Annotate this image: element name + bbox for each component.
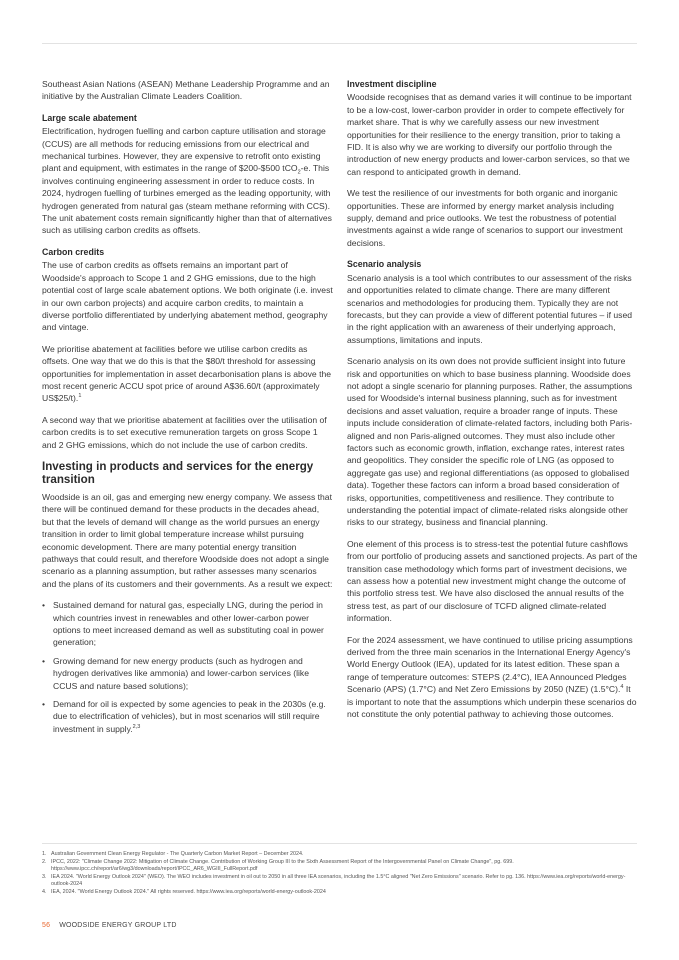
footnote-ref: 2,3: [132, 724, 141, 731]
footnote-divider: [42, 843, 637, 844]
left-column: [42, 78, 333, 741]
investing-section-heading: Investing in products and services for the energy transition: [42, 459, 314, 487]
right-column: [347, 78, 638, 730]
footnote-ref: 4: [620, 684, 624, 691]
expectations-list: [42, 599, 333, 735]
scenario-analysis-paragraph: Scenario analysis is a tool which contributes to our assessment of the risks and opportunities related to climate change. There are many different scenarios and methodologies for producing them. Typically they are not forecasts, but they can provide a view of different potential futures – if used in the right application with an awareness of their underlying approach, assumptions, limitations and inputs.: [347, 272, 633, 345]
scenario-own-paragraph: Scenario analysis on its own does not provide sufficient insight into future risk and opportunities on which to base business planning. Woodside does not adopt a single scenario for planning purposes. Rather, the assumptions used for Woodside's internal business planning, such as for investment decisions and asset valuation, require a broader range of inputs. These inputs include consideration of climate-related factors, including both Paris-aligned and non Paris-aligned outcomes. They must also include other factors such as economic growth, inflation, exchange rates, interest rates and geopolitics. They consider the specific role of LNG (as opposed to aggregate gas use) and regional differentiations (as opposed to globalised data). Together these factors can inform a broad based consideration of risks, opportunities, competitiveness and resilience. They contribute to understanding the potential impact of climate-related risks alongside other risks to our strategy, business and financial planning.: [347, 356, 633, 528]
large-scale-abatement-heading: Large scale abatement: [42, 112, 137, 123]
investment-discipline-heading: Investment discipline: [347, 79, 437, 89]
footnotes: [42, 851, 638, 897]
carbon-credits-heading: Carbon credits: [42, 246, 105, 257]
footnote: 1. Australian Government Clean Energy Regulator - The Quarterly Carbon Market Report – December 2024.: [42, 851, 304, 857]
stress-test-paragraph: One element of this process is to stress-test the potential future cashflows from our portfolio of producing assets and sanctioned projects. As part of the transition case methodology which forms part of investment decisions, we can assess how a potential new investment might change the outcome of this portfolio stress test. We have also disclosed the annual results of the stress test, as part of our disclosure of TCFD aligned climate-related information.: [347, 538, 638, 624]
resilience-paragraph: We test the resilience of our investments for both organic and inorganic opportunities. These are informed by energy market analysis including supply, demand and price outlooks. We test the robustness of potential investments against a wide range of scenarios to support our investment decisions.: [347, 188, 623, 248]
page-number: 56: [42, 922, 51, 929]
list-item: • Sustained demand for natural gas, especially LNG, during the period in which countries invest in renewables and other lower-carbon power options to meet increased demand as well as substituting coal in power generation;: [42, 599, 333, 649]
intro-paragraph: Southeast Asian Nations (ASEAN) Methane Leadership Programme and an initiative by the Australian Climate Leaders Coalition.: [42, 79, 330, 102]
header-divider: [42, 43, 637, 44]
large-scale-abatement-paragraph: Electrification, hydrogen fuelling and carbon capture utilisation and storage (CCUS) are all methods for reducing emissions from our electrical and mechanical turbines. However, they are expensive to retrofit onto existing plant and equipment, with estimates in the range of $200-$500 tCO$_2$-e. This involves continuing engineering assessment in order to reduce costs. In 2024, hydrogen fuelling of turbines emerged as the leading opportunity, with hydrogen generated from natural gas (steam methane reforming with CCS). The unit abatement costs remain significantly higher than that of alternatives such as utilising carbon credits as offsets.: [42, 126, 332, 236]
list-item: • Growing demand for new energy products (such as hydrogen and hydrogen derivatives like ammonia) and lower-carbon services (like CCUS and nature based solutions);: [42, 655, 333, 692]
assessment-2024-paragraph: For the 2024 assessment, we have continued to utilise pricing assumptions derived from the three main scenarios in the International Energy Agency's World Energy Outlook (IEA), updated for its latest edition. These span a range of temperature outcomes: STEPS (2.4°C), IEA Announced Pledges Scenario (APS) (1.7°C) and Net Zero Emissions by 2050 (NZE) (1.5°C).$^4$ It is important to note that the assumptions which underpin these scenarios do not constitute the only potential pathway to achieving those outcomes.: [347, 634, 637, 720]
footnote-ref: 1: [78, 393, 82, 400]
investing-paragraph: Woodside is an oil, gas and emerging new energy company. We assess that there will be continued demand for these products in the decades ahead, but that the levels of demand will change as the world pursues an energy transition in order to limit global temperature increase whilst pursuing economic development. There are many potential energy transition pathways that could result, and therefore Woodside does not adopt a single scenario as a planning assumption, but rather assesses many scenarios and the plans of its customers and their governments. As a result we expect:: [42, 491, 333, 589]
company-name: WOODSIDE ENERGY GROUP LTD: [59, 922, 177, 929]
footnote: 4. IEA, 2024. "World Energy Outlook 2024." All rights reserved. https://www.iea.org/reports/world-energy-outlook-2024: [42, 888, 326, 895]
page-footer: [42, 922, 177, 929]
scenario-analysis-heading: Scenario analysis: [347, 259, 422, 270]
carbon-credits-paragraph: The use of carbon credits as offsets remains an important part of Woodside's approach to Scope 1 and 2 GHG emissions, due to the high potential cost of large scale abatement options. We both originate (i.e. invest in our own carbon projects) and acquire carbon credits, to maintain a diverse portfolio differentiated by underlying abatement method, geography and vintage.: [42, 260, 333, 333]
list-item: • Demand for oil is expected by some agencies to peak in the 2030s (e.g. due to electrification of vehicles), but in most scenarios will still require investment in supply.$^{2,3}$: [42, 698, 333, 735]
footnote: 3. IEA 2024. "World Energy Outlook 2024" (WEO). The WEO includes investment in oil out to 2050 in all three IEA scenarios, including the 1.5°C aligned "Net Zero Emissions" scenario. Refer to pg. 136. https://www.iea.org/reports/world-energy-outlook-2024: [42, 873, 626, 888]
footnote: 2. IPCC, 2022: "Climate Change 2022: Mitigation of Climate Change. Contribution of Working Group III to the Sixth Assessment Report of the Intergovernmental Panel on Climate Change", pg. 699. https://www.ipcc.ch/report/ar6/wg3/downloads/report/IPCC_AR6_WGIII_FullReport.pdf: [42, 858, 514, 873]
investment-discipline-paragraph: Woodside recognises that as demand varies it will continue to be important to be a low-cost, lower-carbon provider in order to compete effectively for market share. That is why we carefully assess our new investment opportunities for their resilience to the energy transition, prior to taking a FID. It is also why we are working to diversify our portfolio through the introduction of new energy products and lower-carbon services, so that we can respond to anticipated growth in demand.: [347, 92, 632, 177]
prioritise-paragraph: We prioritise abatement at facilities before we utilise carbon credits as offsets. One way that we do this is that the $80/t threshold for assessing opportunities for implementation in asset decarbonisation plans is above the most recent generic ACCU spot price of around A$36.60/t (approximately US$25/t).$^1$: [42, 343, 332, 404]
second-way-paragraph: A second way that we prioritise abatement at facilities over the utilisation of carbon credits is to set executive remuneration targets on gross Scope 1 and 2 GHG emissions, which do not include the use of carbon credits.: [42, 414, 327, 450]
